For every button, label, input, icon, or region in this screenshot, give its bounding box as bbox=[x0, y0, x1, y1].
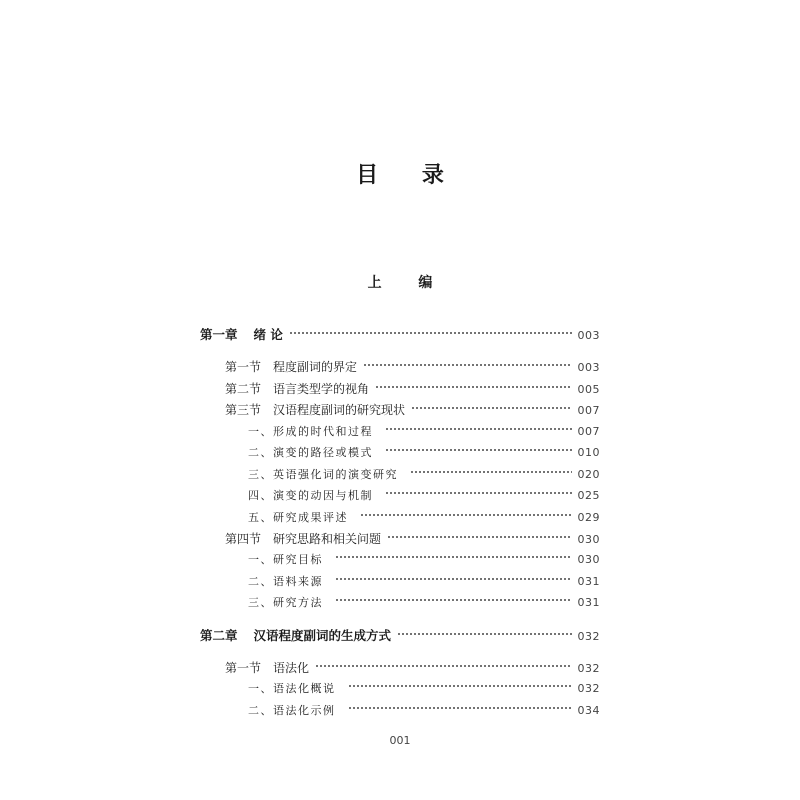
dot-leader bbox=[335, 573, 572, 585]
dot-leader bbox=[410, 466, 572, 478]
toc-entry-text: 二、语法化示例 bbox=[248, 704, 336, 717]
toc-entry-title bbox=[248, 594, 323, 612]
toc-entry-title bbox=[225, 380, 369, 398]
dot-leader bbox=[411, 402, 571, 414]
toc-entry-page: 030 bbox=[577, 533, 600, 546]
toc-entry-section[interactable] bbox=[225, 530, 600, 548]
dot-leader bbox=[385, 423, 572, 435]
toc-entry-text: 二、演变的路径或模式 bbox=[248, 446, 373, 459]
toc-entry-page: 010 bbox=[577, 446, 600, 459]
toc-entry-title bbox=[200, 627, 391, 645]
toc-entry-number: 第二章 bbox=[200, 628, 238, 643]
toc-entry-page: 005 bbox=[577, 383, 600, 396]
toc-entry-chapter[interactable] bbox=[200, 627, 600, 645]
toc-entry-text: 二、语料来源 bbox=[248, 575, 323, 588]
dot-leader bbox=[348, 680, 572, 692]
dot-leader bbox=[363, 359, 571, 371]
toc-entry-item[interactable] bbox=[248, 444, 600, 462]
toc-entry-text: 语法化 bbox=[273, 661, 310, 675]
toc-entry-number: 第四节 bbox=[225, 532, 262, 546]
toc-entry-title bbox=[225, 659, 309, 677]
dot-leader bbox=[335, 551, 572, 563]
toc-entry-title bbox=[248, 423, 373, 441]
toc-entry-title bbox=[225, 358, 357, 376]
dot-leader bbox=[385, 444, 572, 456]
toc-entry-page: 031 bbox=[577, 596, 600, 609]
toc-entry-text: 汉语程度副词的生成方式 bbox=[253, 628, 392, 643]
toc-entry-page: 025 bbox=[577, 489, 600, 502]
toc-entry-item[interactable] bbox=[248, 680, 600, 698]
toc-entry-item[interactable] bbox=[248, 702, 600, 720]
toc-entry-text: 语言类型学的视角 bbox=[273, 382, 370, 396]
toc-entry-item[interactable] bbox=[248, 573, 600, 591]
toc-entry-title bbox=[248, 551, 323, 569]
toc-entry-item[interactable] bbox=[248, 551, 600, 569]
toc-entry-text: 汉语程度副词的研究现状 bbox=[273, 403, 406, 417]
dot-leader bbox=[360, 509, 572, 521]
dot-leader bbox=[397, 628, 571, 640]
toc-entry-item[interactable] bbox=[248, 487, 600, 505]
toc-entry-text: 四、演变的动因与机制 bbox=[248, 489, 373, 502]
toc-entry-text: 五、研究成果评述 bbox=[248, 511, 348, 524]
toc-entry-item[interactable] bbox=[248, 466, 600, 484]
toc-entry-page: 020 bbox=[577, 468, 600, 481]
toc-entry-title bbox=[225, 530, 381, 548]
toc-entry-number: 第一章 bbox=[200, 327, 238, 342]
toc-entry-text: 研究思路和相关问题 bbox=[273, 532, 382, 546]
toc-entry-page: 032 bbox=[577, 662, 600, 675]
toc-entry-page: 029 bbox=[577, 511, 600, 524]
dot-leader bbox=[348, 702, 572, 714]
toc-entry-title bbox=[248, 466, 398, 484]
toc-entry-item[interactable] bbox=[248, 509, 600, 527]
toc-entry-title bbox=[248, 702, 336, 720]
toc-entry-number: 第二节 bbox=[225, 382, 262, 396]
toc-entry-item[interactable] bbox=[248, 594, 600, 612]
toc-entry-item[interactable] bbox=[248, 423, 600, 441]
toc-entry-title bbox=[248, 444, 373, 462]
toc-entry-page: 007 bbox=[577, 425, 600, 438]
toc-entry-text: 程度副词的界定 bbox=[273, 360, 358, 374]
toc-entry-page: 003 bbox=[577, 361, 600, 374]
toc-entry-page: 032 bbox=[577, 682, 600, 695]
toc-entry-number: 第一节 bbox=[225, 661, 262, 675]
dot-leader bbox=[375, 381, 571, 393]
toc-entry-title bbox=[200, 326, 283, 344]
toc-entry-title bbox=[248, 573, 323, 591]
toc-entry-page: 030 bbox=[577, 553, 600, 566]
part-title: 上 编 bbox=[367, 275, 449, 291]
dot-leader bbox=[385, 487, 572, 499]
toc-entry-chapter[interactable] bbox=[200, 326, 600, 344]
toc-entry-section[interactable] bbox=[225, 401, 600, 419]
dot-leader bbox=[335, 594, 572, 606]
toc-entry-text: 绪 论 bbox=[253, 327, 283, 342]
dot-leader bbox=[387, 531, 571, 543]
toc-entry-number: 第一节 bbox=[225, 360, 262, 374]
toc-entry-text: 一、形成的时代和过程 bbox=[248, 425, 373, 438]
toc-entry-page: 034 bbox=[577, 704, 600, 717]
toc-entry-text: 三、研究方法 bbox=[248, 596, 323, 609]
page-number: 001 bbox=[389, 734, 411, 747]
toc-entry-page: 003 bbox=[577, 329, 600, 342]
toc-entry-title bbox=[225, 401, 405, 419]
dot-leader bbox=[315, 660, 571, 672]
toc-entry-page: 007 bbox=[577, 404, 600, 417]
toc-entry-number: 第三节 bbox=[225, 403, 262, 417]
toc-entry-title bbox=[248, 680, 336, 698]
dot-leader bbox=[289, 327, 572, 339]
toc-entry-page: 032 bbox=[577, 630, 600, 643]
toc-entry-text: 三、英语强化词的演变研究 bbox=[248, 468, 398, 481]
toc-entry-text: 一、语法化概说 bbox=[248, 682, 336, 695]
toc-entry-title bbox=[248, 509, 348, 527]
page-title: 目 录 bbox=[356, 162, 462, 188]
toc-entry-section[interactable] bbox=[225, 380, 600, 398]
toc-entry-section[interactable] bbox=[225, 358, 600, 376]
toc-entry-text: 一、研究目标 bbox=[248, 553, 323, 566]
toc-entry-title bbox=[248, 487, 373, 505]
toc-entry-section[interactable] bbox=[225, 659, 600, 677]
toc-entry-page: 031 bbox=[577, 575, 600, 588]
